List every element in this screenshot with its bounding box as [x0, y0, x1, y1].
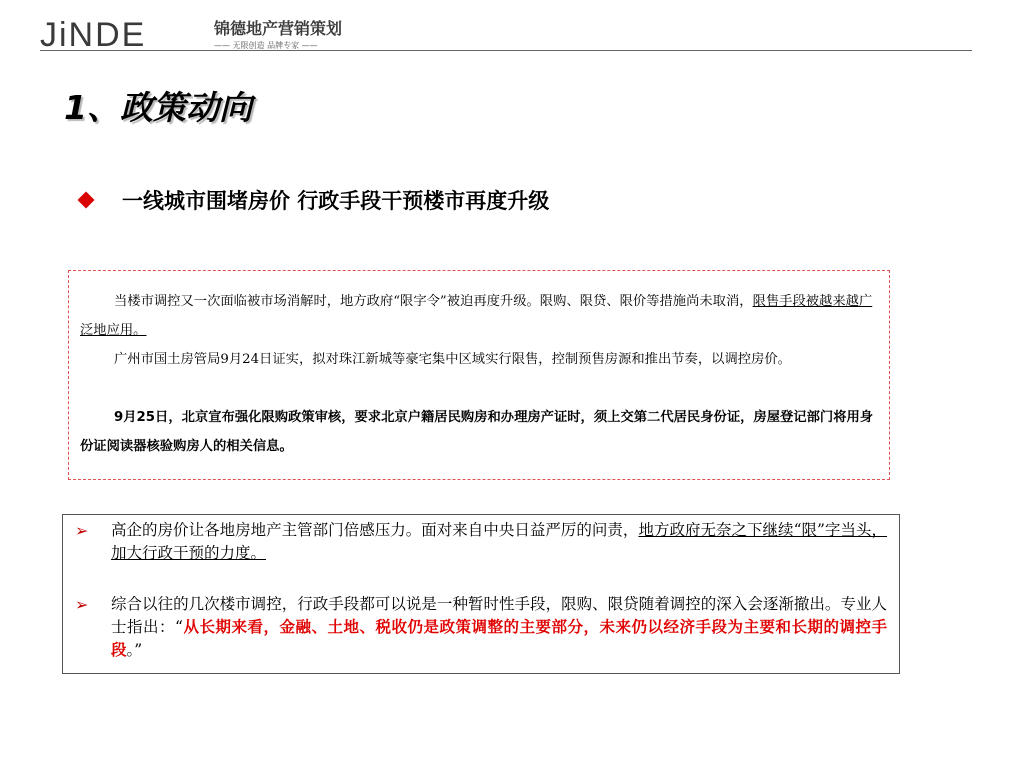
arrow-right-icon: ➢ — [75, 595, 89, 614]
paragraph-3-text: 9月25日，北京宣布强化限购政策审核，要求北京户籍居民购房和办理房产证时，须上交第二代居民身份证，房屋登记部门将用身份证阅读器核验购房人的相关信息。 — [80, 410, 874, 454]
header-divider — [40, 50, 972, 51]
diamond-icon — [78, 192, 95, 209]
bullet-2-text: 综合以往的几次楼市调控，行政手段都可以说是一种暂时性手段，限购、限贷随着调控的深入会逐渐撤出。专业人士指出：“ — [111, 595, 887, 636]
paragraph-2 — [80, 345, 880, 374]
paragraph-3 — [80, 403, 880, 461]
logo-slogan: —— 无限创造 品牌专家 —— — [214, 41, 318, 50]
bullet-1-text: 高企的房价让各地房地产主管部门倍感压力。面对来自中央日益严厉的问责， — [111, 521, 639, 539]
list-item-text — [111, 593, 887, 662]
arrow-right-icon: ➢ — [75, 521, 89, 540]
logo-mark: JiNDE — [40, 16, 147, 54]
paragraph-1-text: 当楼市调控又一次面临被市场消解时，地方政府“限字令”被迫再度升级。限购、限贷、限价等措施尚未取消， — [114, 294, 753, 309]
jinde-logo — [40, 14, 343, 54]
bullet-1-underlined: 地方政府无奈之下继续“限”字当头，加大行政干预的力度。 — [111, 521, 887, 562]
logo-company-name: 锦德地产营销策划 — [214, 19, 343, 38]
paragraph-1-underlined: 限售手段被越来越广泛地应用。 — [80, 294, 873, 338]
bullet-2-end: 。” — [126, 641, 143, 659]
page-title: 1、政策动向 — [64, 88, 252, 127]
paragraph-2-text: 广州市国土房管局9月24日证实，拟对珠江新城等豪宅集中区域实行限售，控制预售房源和推出节奏，以调控房价。 — [114, 352, 791, 367]
paragraph-1 — [80, 287, 880, 345]
subheading-text: 一线城市围堵房价 行政手段干预楼市再度升级 — [122, 189, 550, 213]
list-item-text — [111, 519, 887, 565]
policy-news-box — [68, 270, 890, 480]
analysis-box — [62, 514, 900, 674]
bullet-2-highlight: 从长期来看，金融、土地、税收仍是政策调整的主要部分，未来仍以经济手段为主要和长期的调控手段 — [111, 618, 887, 659]
